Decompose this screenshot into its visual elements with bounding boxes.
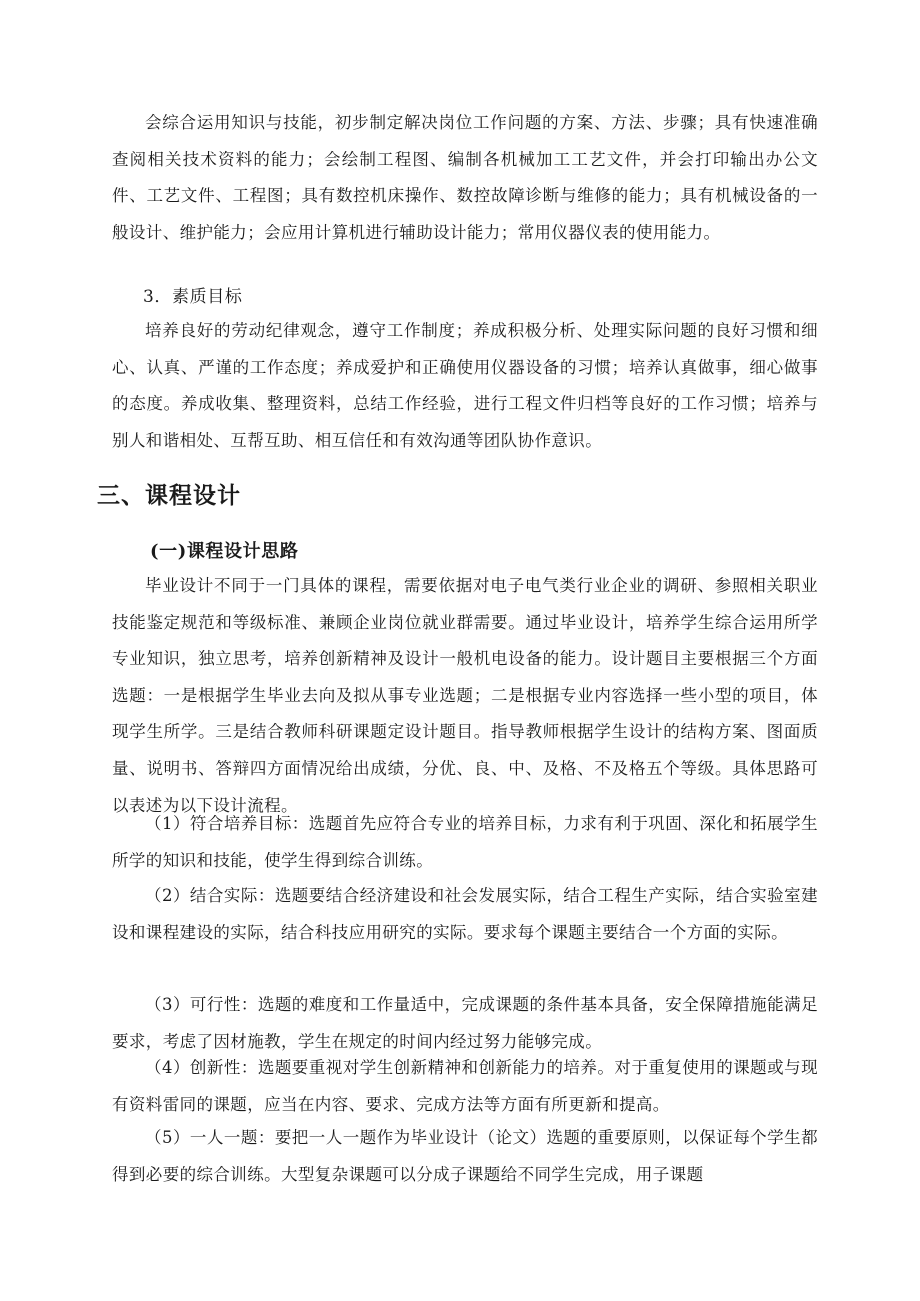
subsection-title: (一)课程设计思路 (150, 541, 299, 562)
design-item-2: （2）结合实际：选题要结合经济建设和社会发展实际，结合工程生产实际，结合实验室建设和课程建设的实际，结合科技应用研究的实际。要求每个课题主要结合一个方面的实际。 (112, 886, 818, 942)
quality-goal-heading: 3．素质目标 (143, 287, 243, 307)
skills-paragraph: 会综合运用知识与技能，初步制定解决岗位工作问题的方案、方法、步骤；具有快速准确查阅相关技术资料的能力；会绘制工程图、编制各机械加工工艺文件，并会打印输出办公文件、工艺文件、工程图；具有数控机床操作、数控故障诊断与维修的能力；具有机械设备的一般设计、维护能力；会应用计算机进行辅助设计能力；常用仪器仪表的使用能力。 (112, 113, 818, 242)
design-item-5: （5）一人一题：要把一人一题作为毕业设计（论文）选题的重要原则，以保证每个学生都得到必要的综合训练。大型复杂课题可以分成子课题给不同学生完成，用子课题 (112, 1128, 818, 1184)
design-item-3: （3）可行性：选题的难度和工作量适中，完成课题的条件基本具备，安全保障措施能满足要求，考虑了因材施教，学生在规定的时间内经过努力能够完成。 (112, 995, 818, 1051)
design-item-1: （1）符合培养目标：选题首先应符合专业的培养目标，力求有利于巩固、深化和拓展学生所学的知识和技能，使学生得到综合训练。 (112, 814, 818, 870)
design-paragraph: 毕业设计不同于一门具体的课程，需要依据对电子电气类行业企业的调研、参照相关职业技能鉴定规范和等级标准、兼顾企业岗位就业群需要。通过毕业设计，培养学生综合运用所学专业知识，独立思考，培养创新精神及设计一般机电设备的能力。设计题目主要根据三个方面选题：一是根据学生毕业去向及拟从事专业选题；二是根据专业内容选择一些小型的项目，体现学生所学。三是结合教师科研课题定设计题目。指导教师根据学生设计的结构方案、图面质量、说明书、答辩四方面情况给出成绩，分优、良、中、及格、不及格五个等级。具体思路可以表述为以下设计流程。 (112, 576, 818, 815)
design-item-4: （4）创新性：选题要重视对学生创新精神和创新能力的培养。对于重复使用的课题或与现有资料雷同的课题，应当在内容、要求、完成方法等方面有所更新和提高。 (112, 1058, 818, 1114)
section-title: 三、课程设计 (97, 483, 241, 509)
quality-paragraph: 培养良好的劳动纪律观念，遵守工作制度；养成积极分析、处理实际问题的良好习惯和细心、认真、严谨的工作态度；养成爱护和正确使用仪器设备的习惯；培养认真做事，细心做事的态度。养成收集、整理资料，总结工作经验，进行工程文件归档等良好的工作习惯；培养与别人和谐相处、互帮互助、相互信任和有效沟通等团队协作意识。 (112, 321, 818, 450)
